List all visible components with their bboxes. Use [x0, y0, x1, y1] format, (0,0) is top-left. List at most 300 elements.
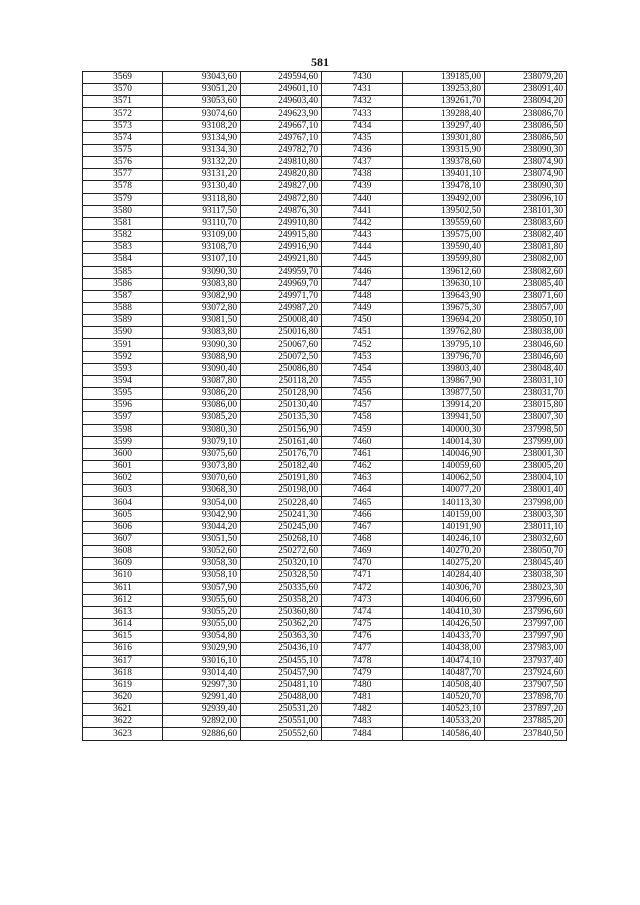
table-row [83, 485, 567, 497]
table-row [83, 631, 567, 643]
table-row [83, 72, 567, 84]
point-number-right-cell: 7443 [322, 230, 403, 242]
table-row [83, 339, 567, 351]
coord-y-right-cell: 238091,40 [485, 84, 567, 96]
point-number-left-cell: 3602 [83, 473, 163, 485]
point-number-left-cell: 3583 [83, 242, 163, 254]
point-number-left-cell: 3605 [83, 509, 163, 521]
coord-y-left-cell: 249876,30 [241, 205, 322, 217]
coord-x-left-cell: 93058,30 [163, 558, 241, 570]
coord-y-right-cell: 238023,30 [485, 582, 567, 594]
coord-y-right-cell: 237996,60 [485, 594, 567, 606]
point-number-right-cell: 7454 [322, 363, 403, 375]
table-row [83, 302, 567, 314]
table-row [83, 375, 567, 387]
coord-x-left-cell: 93080,30 [163, 424, 241, 436]
coord-x-right-cell: 139575,00 [403, 230, 485, 242]
coord-y-right-cell: 237997,90 [485, 631, 567, 643]
coord-x-right-cell: 140410,30 [403, 606, 485, 618]
coord-y-left-cell: 249969,70 [241, 278, 322, 290]
coord-y-right-cell: 238045,40 [485, 558, 567, 570]
point-number-left-cell: 3591 [83, 339, 163, 351]
coord-y-right-cell: 238090,30 [485, 181, 567, 193]
coord-x-left-cell: 93052,60 [163, 546, 241, 558]
coord-y-left-cell: 250551,00 [241, 716, 322, 728]
point-number-right-cell: 7470 [322, 558, 403, 570]
coord-y-left-cell: 249782,70 [241, 144, 322, 156]
coord-y-right-cell: 238003,30 [485, 509, 567, 521]
coord-x-right-cell: 140523,10 [403, 704, 485, 716]
table-row [83, 181, 567, 193]
coord-x-left-cell: 93107,10 [163, 254, 241, 266]
table-row [83, 96, 567, 108]
point-number-right-cell: 7473 [322, 594, 403, 606]
point-number-right-cell: 7472 [322, 582, 403, 594]
point-number-left-cell: 3621 [83, 704, 163, 716]
coord-y-left-cell: 249820,80 [241, 169, 322, 181]
coord-y-right-cell: 237898,70 [485, 691, 567, 703]
coord-x-right-cell: 139630,10 [403, 278, 485, 290]
coord-x-right-cell: 139795,10 [403, 339, 485, 351]
coord-y-right-cell: 238046,60 [485, 339, 567, 351]
coord-x-right-cell: 140406,60 [403, 594, 485, 606]
point-number-left-cell: 3577 [83, 169, 163, 181]
coord-y-left-cell: 249971,70 [241, 290, 322, 302]
point-number-left-cell: 3606 [83, 521, 163, 533]
table-row [83, 290, 567, 302]
coord-x-left-cell: 92886,60 [163, 728, 241, 740]
coord-y-right-cell: 238011,10 [485, 521, 567, 533]
coord-x-right-cell: 140306,70 [403, 582, 485, 594]
point-number-left-cell: 3603 [83, 485, 163, 497]
coord-x-right-cell: 139941,50 [403, 412, 485, 424]
point-number-left-cell: 3579 [83, 193, 163, 205]
coord-x-left-cell: 93090,30 [163, 339, 241, 351]
point-number-right-cell: 7455 [322, 375, 403, 387]
coord-x-left-cell: 93057,90 [163, 582, 241, 594]
coord-x-right-cell: 139261,70 [403, 96, 485, 108]
table-row [83, 120, 567, 132]
table-row [83, 424, 567, 436]
point-number-right-cell: 7464 [322, 485, 403, 497]
coord-y-right-cell: 237983,00 [485, 643, 567, 655]
coord-x-left-cell: 92997,30 [163, 679, 241, 691]
coord-x-left-cell: 93108,20 [163, 120, 241, 132]
point-number-left-cell: 3600 [83, 448, 163, 460]
coord-y-right-cell: 238046,60 [485, 351, 567, 363]
coord-x-left-cell: 93083,80 [163, 327, 241, 339]
coord-x-right-cell: 140520,70 [403, 691, 485, 703]
page-number: 581 [311, 55, 329, 69]
point-number-right-cell: 7476 [322, 631, 403, 643]
coord-x-right-cell: 140284,40 [403, 570, 485, 582]
table-row [83, 400, 567, 412]
coord-y-right-cell: 237840,50 [485, 728, 567, 740]
point-number-right-cell: 7468 [322, 533, 403, 545]
coord-y-right-cell: 237998,00 [485, 497, 567, 509]
point-number-left-cell: 3599 [83, 436, 163, 448]
table-row [83, 716, 567, 728]
coord-x-left-cell: 93085,20 [163, 412, 241, 424]
table-row [83, 521, 567, 533]
coord-y-left-cell: 249987,20 [241, 302, 322, 314]
point-number-left-cell: 3569 [83, 72, 163, 84]
coord-x-left-cell: 93055,60 [163, 594, 241, 606]
coord-y-right-cell: 238082,00 [485, 254, 567, 266]
table-row [83, 388, 567, 400]
coord-x-left-cell: 93051,50 [163, 533, 241, 545]
coord-y-left-cell: 249767,10 [241, 132, 322, 144]
coord-x-left-cell: 93117,50 [163, 205, 241, 217]
coord-x-right-cell: 139694,20 [403, 315, 485, 327]
coord-y-right-cell: 238050,70 [485, 546, 567, 558]
coord-y-right-cell: 237999,00 [485, 436, 567, 448]
coord-y-right-cell: 238079,20 [485, 72, 567, 84]
table-row [83, 144, 567, 156]
coord-x-left-cell: 93132,20 [163, 157, 241, 169]
coord-y-right-cell: 237885,20 [485, 716, 567, 728]
point-number-right-cell: 7431 [322, 84, 403, 96]
point-number-left-cell: 3607 [83, 533, 163, 545]
coord-y-left-cell: 250245,00 [241, 521, 322, 533]
coord-y-right-cell: 238096,10 [485, 193, 567, 205]
coord-x-left-cell: 93081,50 [163, 315, 241, 327]
point-number-right-cell: 7461 [322, 448, 403, 460]
point-number-right-cell: 7481 [322, 691, 403, 703]
table-row [83, 327, 567, 339]
coord-x-right-cell: 140077,20 [403, 485, 485, 497]
coord-y-right-cell: 238071,60 [485, 290, 567, 302]
coord-x-left-cell: 93051,20 [163, 84, 241, 96]
coord-y-left-cell: 250072,50 [241, 351, 322, 363]
coord-x-left-cell: 93088,90 [163, 351, 241, 363]
coord-x-left-cell: 93014,40 [163, 667, 241, 679]
table-row [83, 606, 567, 618]
coord-x-right-cell: 139297,40 [403, 120, 485, 132]
coord-x-right-cell: 139762,80 [403, 327, 485, 339]
table-row [83, 619, 567, 631]
point-number-left-cell: 3580 [83, 205, 163, 217]
table-row [83, 667, 567, 679]
coord-y-right-cell: 238086,50 [485, 120, 567, 132]
coord-x-right-cell: 139478,10 [403, 181, 485, 193]
coord-x-left-cell: 93029,90 [163, 643, 241, 655]
coord-x-right-cell: 139675,30 [403, 302, 485, 314]
table-row [83, 448, 567, 460]
coord-x-right-cell: 139867,90 [403, 375, 485, 387]
point-number-right-cell: 7449 [322, 302, 403, 314]
table-row [83, 242, 567, 254]
point-number-left-cell: 3608 [83, 546, 163, 558]
table-row [83, 570, 567, 582]
coord-x-left-cell: 93043,60 [163, 72, 241, 84]
coord-x-right-cell: 140275,20 [403, 558, 485, 570]
point-number-right-cell: 7456 [322, 388, 403, 400]
coord-x-left-cell: 93087,80 [163, 375, 241, 387]
coord-y-right-cell: 238001,40 [485, 485, 567, 497]
coord-y-left-cell: 249916,90 [241, 242, 322, 254]
coord-x-right-cell: 140533,20 [403, 716, 485, 728]
coord-y-left-cell: 249915,80 [241, 230, 322, 242]
coord-y-right-cell: 238090,30 [485, 144, 567, 156]
point-number-right-cell: 7463 [322, 473, 403, 485]
point-number-left-cell: 3618 [83, 667, 163, 679]
table-row [83, 84, 567, 96]
table-row [83, 594, 567, 606]
coord-x-left-cell: 93054,00 [163, 497, 241, 509]
coord-x-right-cell: 139877,50 [403, 388, 485, 400]
point-number-right-cell: 7484 [322, 728, 403, 740]
point-number-right-cell: 7465 [322, 497, 403, 509]
table-row [83, 728, 567, 740]
coord-x-left-cell: 93042,90 [163, 509, 241, 521]
point-number-right-cell: 7467 [322, 521, 403, 533]
table-row [83, 363, 567, 375]
coord-y-left-cell: 250241,30 [241, 509, 322, 521]
coord-x-left-cell: 93108,70 [163, 242, 241, 254]
coord-x-left-cell: 93079,10 [163, 436, 241, 448]
coord-x-right-cell: 139301,80 [403, 132, 485, 144]
coord-x-left-cell: 93109,00 [163, 230, 241, 242]
table-row [83, 205, 567, 217]
coord-y-right-cell: 238015,80 [485, 400, 567, 412]
coord-x-left-cell: 93082,90 [163, 290, 241, 302]
point-number-right-cell: 7444 [322, 242, 403, 254]
table-row [83, 193, 567, 205]
coord-y-left-cell: 250156,90 [241, 424, 322, 436]
coord-x-right-cell: 139502,50 [403, 205, 485, 217]
coord-y-right-cell: 238083,60 [485, 217, 567, 229]
coord-x-left-cell: 93134,90 [163, 132, 241, 144]
point-number-right-cell: 7433 [322, 108, 403, 120]
coord-x-left-cell: 93083,80 [163, 278, 241, 290]
coord-x-right-cell: 139185,00 [403, 72, 485, 84]
coord-y-left-cell: 250198,00 [241, 485, 322, 497]
coord-y-right-cell: 238086,50 [485, 132, 567, 144]
coord-x-left-cell: 93055,00 [163, 619, 241, 631]
point-number-left-cell: 3572 [83, 108, 163, 120]
coord-x-right-cell: 139796,70 [403, 351, 485, 363]
coord-y-left-cell: 249594,60 [241, 72, 322, 84]
coord-x-right-cell: 139612,60 [403, 266, 485, 278]
table-row [83, 351, 567, 363]
coord-x-right-cell: 140508,40 [403, 679, 485, 691]
coord-y-left-cell: 250481,10 [241, 679, 322, 691]
coord-x-left-cell: 93053,60 [163, 96, 241, 108]
point-number-right-cell: 7462 [322, 461, 403, 473]
coord-x-left-cell: 93130,40 [163, 181, 241, 193]
point-number-right-cell: 7471 [322, 570, 403, 582]
point-number-right-cell: 7439 [322, 181, 403, 193]
table-row [83, 254, 567, 266]
point-number-left-cell: 3619 [83, 679, 163, 691]
coord-x-left-cell: 93068,30 [163, 485, 241, 497]
point-number-right-cell: 7451 [322, 327, 403, 339]
coord-y-left-cell: 249910,80 [241, 217, 322, 229]
coord-y-left-cell: 249810,80 [241, 157, 322, 169]
coord-y-right-cell: 238082,60 [485, 266, 567, 278]
coord-y-left-cell: 250228,40 [241, 497, 322, 509]
coord-x-left-cell: 93090,40 [163, 363, 241, 375]
point-number-right-cell: 7458 [322, 412, 403, 424]
coord-y-right-cell: 238032,60 [485, 533, 567, 545]
coord-y-right-cell: 237997,00 [485, 619, 567, 631]
point-number-right-cell: 7432 [322, 96, 403, 108]
coord-y-left-cell: 250552,60 [241, 728, 322, 740]
coord-y-left-cell: 249921,80 [241, 254, 322, 266]
point-number-left-cell: 3613 [83, 606, 163, 618]
coord-y-right-cell: 238001,30 [485, 448, 567, 460]
point-number-left-cell: 3611 [83, 582, 163, 594]
point-number-left-cell: 3571 [83, 96, 163, 108]
point-number-left-cell: 3570 [83, 84, 163, 96]
coord-x-right-cell: 139803,40 [403, 363, 485, 375]
coord-y-right-cell: 238074,90 [485, 157, 567, 169]
coord-x-right-cell: 140059,60 [403, 461, 485, 473]
coord-y-right-cell: 238085,40 [485, 278, 567, 290]
table-row [83, 679, 567, 691]
point-number-right-cell: 7460 [322, 436, 403, 448]
coord-y-left-cell: 250268,10 [241, 533, 322, 545]
point-number-right-cell: 7437 [322, 157, 403, 169]
point-number-right-cell: 7442 [322, 217, 403, 229]
coord-x-right-cell: 140246,10 [403, 533, 485, 545]
table-row [83, 132, 567, 144]
coord-y-left-cell: 249667,10 [241, 120, 322, 132]
coord-x-right-cell: 140438,00 [403, 643, 485, 655]
coordinate-table-body [83, 72, 567, 741]
point-number-right-cell: 7448 [322, 290, 403, 302]
point-number-right-cell: 7480 [322, 679, 403, 691]
point-number-right-cell: 7469 [322, 546, 403, 558]
point-number-left-cell: 3574 [83, 132, 163, 144]
point-number-left-cell: 3585 [83, 266, 163, 278]
coord-y-right-cell: 238005,20 [485, 461, 567, 473]
coord-y-left-cell: 250320,10 [241, 558, 322, 570]
coord-y-left-cell: 250016,80 [241, 327, 322, 339]
coord-y-left-cell: 250118,20 [241, 375, 322, 387]
coord-x-right-cell: 140586,40 [403, 728, 485, 740]
table-row [83, 704, 567, 716]
point-number-right-cell: 7430 [322, 72, 403, 84]
coord-x-left-cell: 93072,80 [163, 302, 241, 314]
coordinate-table [82, 71, 567, 741]
coord-y-right-cell: 238031,10 [485, 375, 567, 387]
table-row [83, 558, 567, 570]
coord-y-left-cell: 250128,90 [241, 388, 322, 400]
coord-x-left-cell: 93044,20 [163, 521, 241, 533]
table-row [83, 582, 567, 594]
coord-y-left-cell: 250436,10 [241, 643, 322, 655]
coord-y-left-cell: 249959,70 [241, 266, 322, 278]
coord-y-right-cell: 238038,00 [485, 327, 567, 339]
coord-x-left-cell: 93074,60 [163, 108, 241, 120]
point-number-left-cell: 3598 [83, 424, 163, 436]
table-row [83, 412, 567, 424]
coord-x-right-cell: 140046,90 [403, 448, 485, 460]
point-number-right-cell: 7436 [322, 144, 403, 156]
point-number-left-cell: 3596 [83, 400, 163, 412]
coord-x-right-cell: 140433,70 [403, 631, 485, 643]
point-number-left-cell: 3573 [83, 120, 163, 132]
coord-x-right-cell: 139253,80 [403, 84, 485, 96]
point-number-left-cell: 3576 [83, 157, 163, 169]
coord-x-right-cell: 139288,40 [403, 108, 485, 120]
coord-y-left-cell: 250272,60 [241, 546, 322, 558]
point-number-right-cell: 7441 [322, 205, 403, 217]
coord-x-left-cell: 93075,60 [163, 448, 241, 460]
point-number-left-cell: 3594 [83, 375, 163, 387]
coord-y-right-cell: 237998,50 [485, 424, 567, 436]
coord-x-left-cell: 93131,20 [163, 169, 241, 181]
table-row [83, 643, 567, 655]
point-number-right-cell: 7483 [322, 716, 403, 728]
coord-x-left-cell: 93086,00 [163, 400, 241, 412]
coord-x-right-cell: 140474,10 [403, 655, 485, 667]
table-row [83, 461, 567, 473]
coord-y-right-cell: 237996,60 [485, 606, 567, 618]
coord-x-right-cell: 140000,30 [403, 424, 485, 436]
point-number-right-cell: 7479 [322, 667, 403, 679]
point-number-left-cell: 3578 [83, 181, 163, 193]
point-number-right-cell: 7453 [322, 351, 403, 363]
point-number-right-cell: 7459 [322, 424, 403, 436]
point-number-right-cell: 7478 [322, 655, 403, 667]
coord-y-left-cell: 250067,60 [241, 339, 322, 351]
point-number-left-cell: 3595 [83, 388, 163, 400]
point-number-left-cell: 3614 [83, 619, 163, 631]
coord-x-left-cell: 93058,10 [163, 570, 241, 582]
coord-y-left-cell: 249601,10 [241, 84, 322, 96]
coord-y-right-cell: 238086,70 [485, 108, 567, 120]
table-row [83, 691, 567, 703]
coord-x-right-cell: 139315,90 [403, 144, 485, 156]
coord-y-left-cell: 250191,80 [241, 473, 322, 485]
coord-y-left-cell: 250363,30 [241, 631, 322, 643]
coord-x-left-cell: 93016,10 [163, 655, 241, 667]
point-number-right-cell: 7482 [322, 704, 403, 716]
coord-y-left-cell: 250328,50 [241, 570, 322, 582]
point-number-left-cell: 3590 [83, 327, 163, 339]
coord-x-left-cell: 93054,80 [163, 631, 241, 643]
coord-y-left-cell: 250358,20 [241, 594, 322, 606]
point-number-right-cell: 7445 [322, 254, 403, 266]
coord-y-right-cell: 238038,30 [485, 570, 567, 582]
point-number-left-cell: 3623 [83, 728, 163, 740]
table-row [83, 509, 567, 521]
coord-y-right-cell: 238050,10 [485, 315, 567, 327]
coord-y-right-cell: 237924,60 [485, 667, 567, 679]
coord-x-right-cell: 139599,80 [403, 254, 485, 266]
table-row [83, 278, 567, 290]
table-row [83, 655, 567, 667]
point-number-right-cell: 7438 [322, 169, 403, 181]
point-number-left-cell: 3586 [83, 278, 163, 290]
point-number-right-cell: 7446 [322, 266, 403, 278]
coord-y-right-cell: 238074,90 [485, 169, 567, 181]
coord-y-right-cell: 238101,30 [485, 205, 567, 217]
coord-x-left-cell: 93070,60 [163, 473, 241, 485]
coord-x-left-cell: 92892,00 [163, 716, 241, 728]
table-row [83, 266, 567, 278]
coord-x-right-cell: 139914,20 [403, 400, 485, 412]
coord-x-right-cell: 140270,20 [403, 546, 485, 558]
coord-y-left-cell: 249827,00 [241, 181, 322, 193]
coord-x-right-cell: 139559,60 [403, 217, 485, 229]
coord-y-right-cell: 238004,10 [485, 473, 567, 485]
coord-y-right-cell: 238081,80 [485, 242, 567, 254]
coord-y-left-cell: 250531,20 [241, 704, 322, 716]
